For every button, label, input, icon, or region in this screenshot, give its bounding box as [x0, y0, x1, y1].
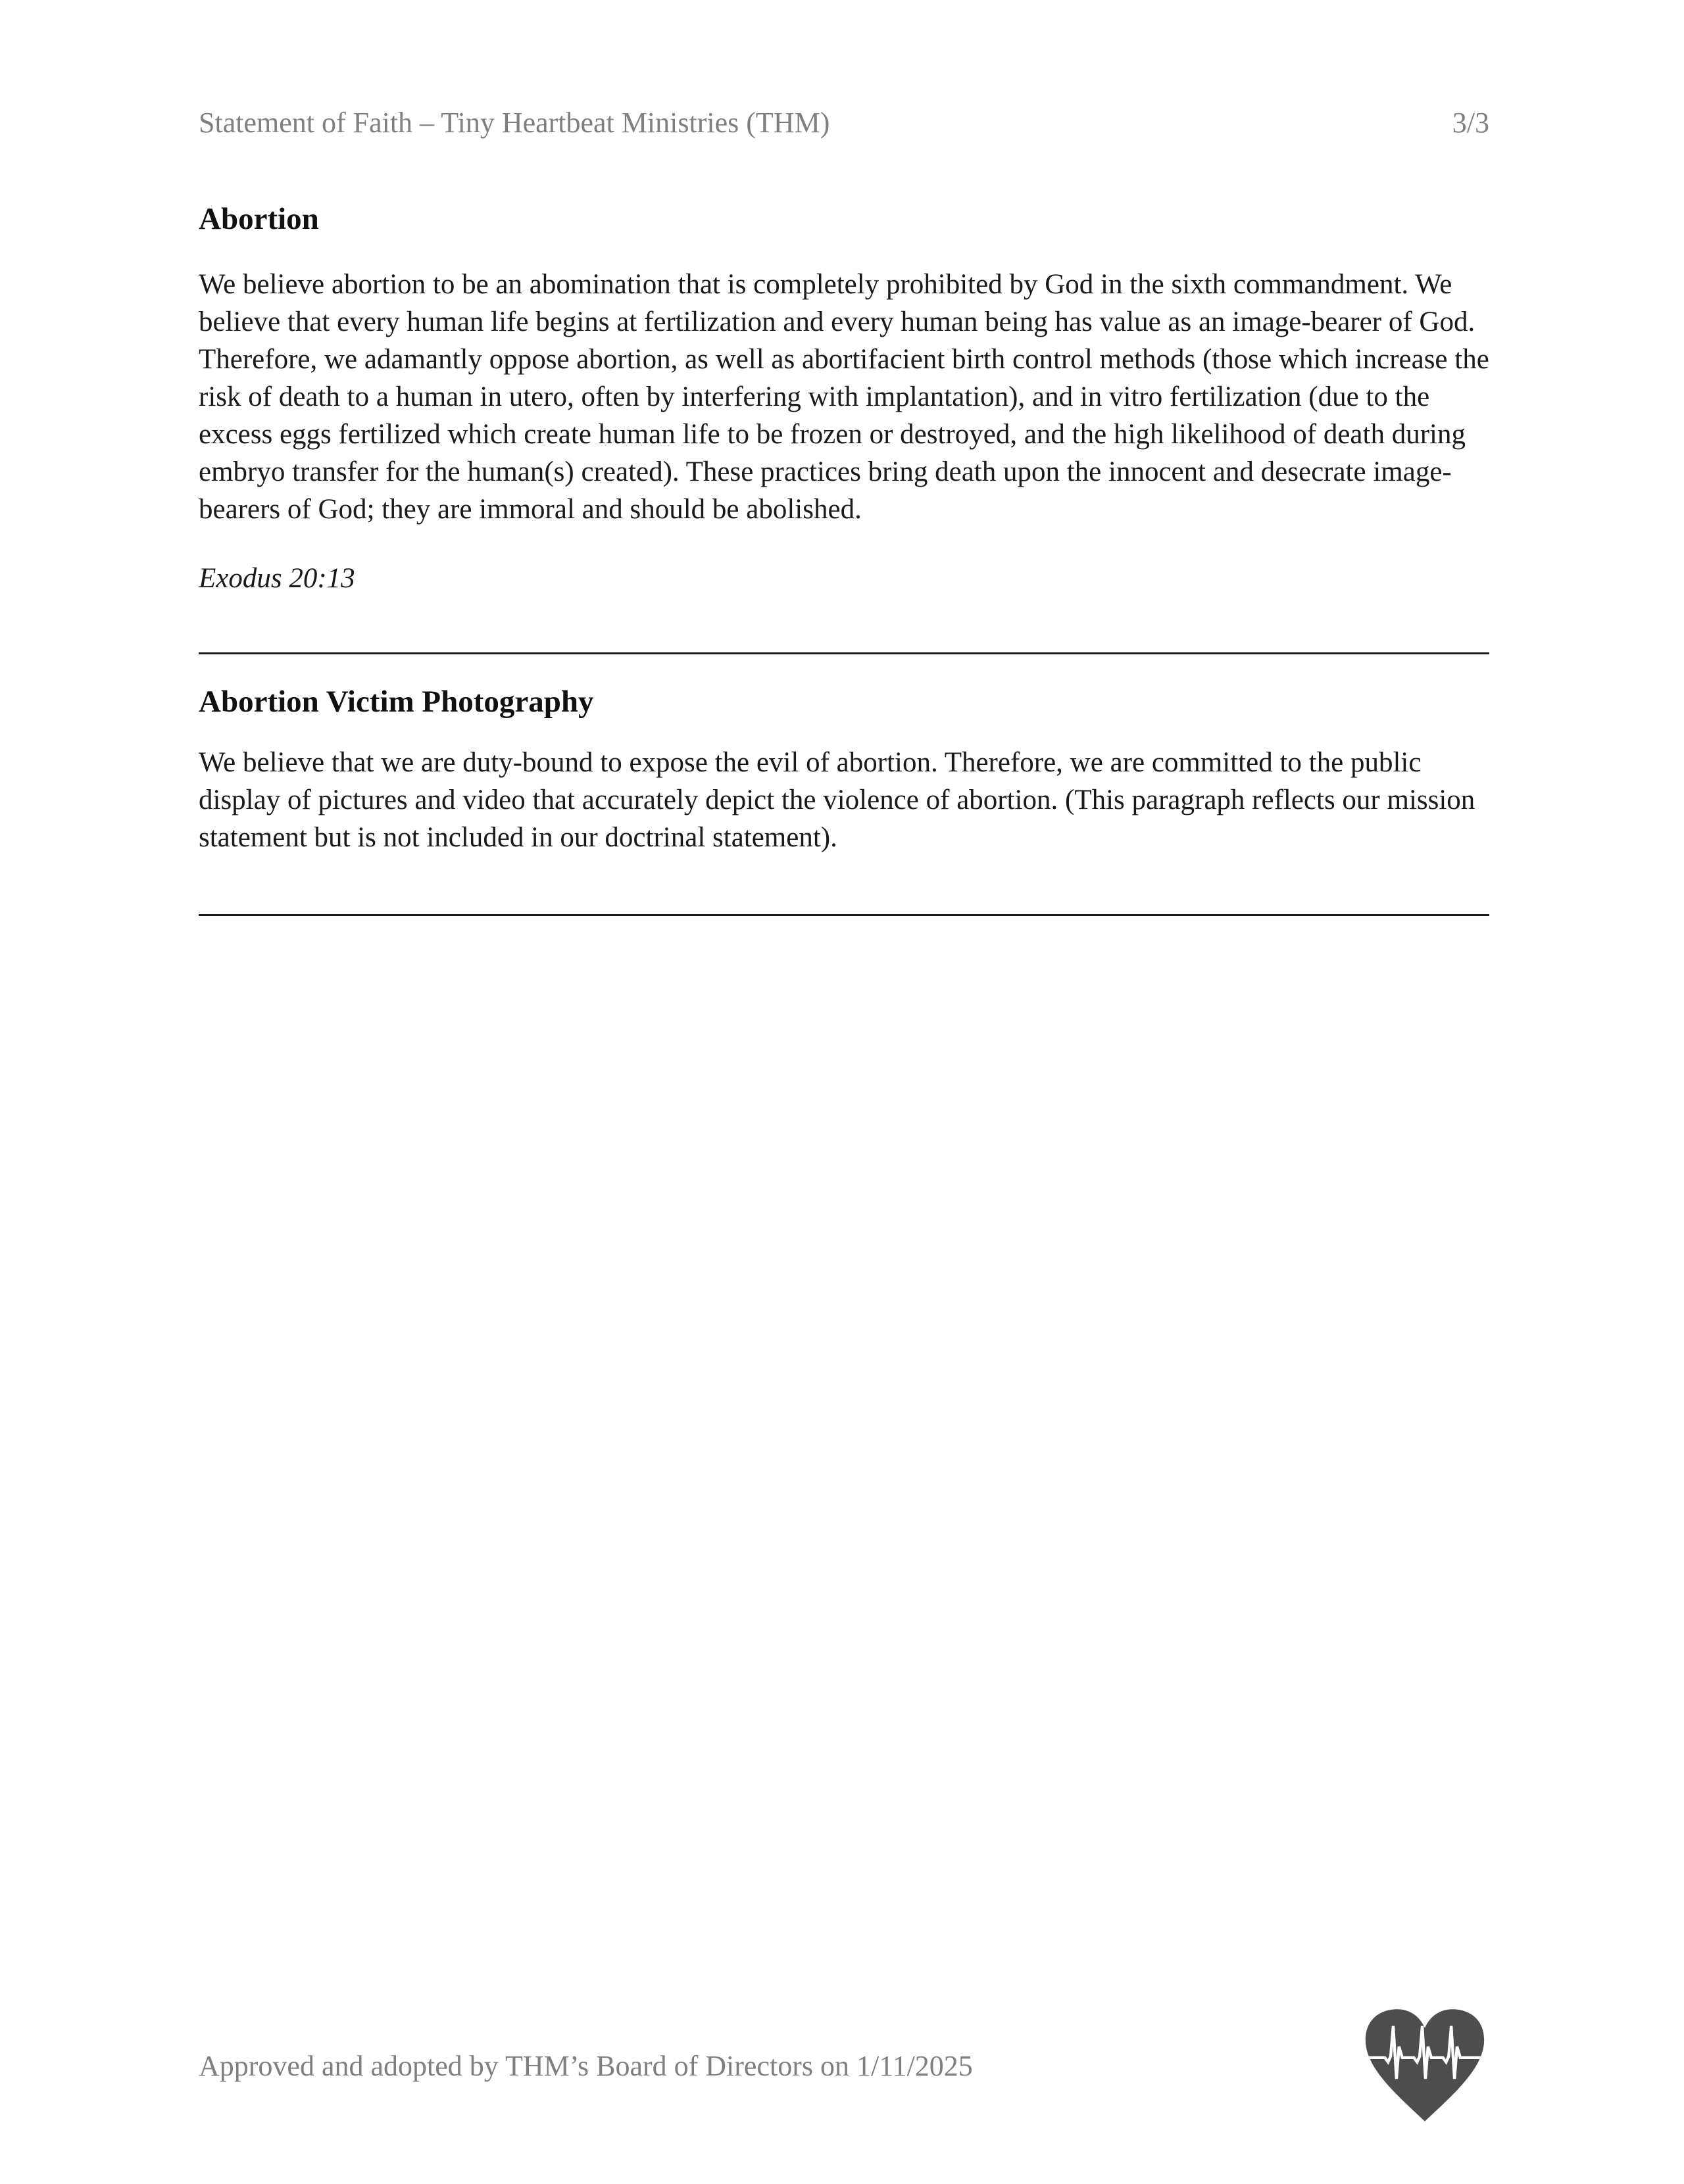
heartbeat-heart-icon — [1360, 2006, 1489, 2126]
section-heading-abortion: Abortion — [199, 202, 319, 237]
approval-note: Approved and adopted by THM’s Board of Directors on 1/11/2025 — [199, 2049, 973, 2082]
section-body-abortion-victim-photography: We believe that we are duty-bound to expose the evil of abortion. Therefore, we are committed to the public display of pictures and video that accurately depict the violence of abortion. (This paragraph reflects our mission statement but is not included in our doctrinal statement). — [199, 746, 1475, 853]
section-divider — [199, 652, 1489, 654]
page-number: 3/3 — [1452, 107, 1489, 139]
section-body-abortion: We believe abortion to be an abomination that is completely prohibited by God in the sixth commandment. We believe that every human life begins at fertilization and every human being has value as an image-bearer of God. Therefore, we adamantly oppose abortion, as well as abortifacient birth control methods (those which increase the risk of death to a human in utero, often by interfering with implantation), and in vitro fertilization (due to the excess eggs fertilized which create human life to be frozen or destroyed, and the high likelihood of death during embryo transfer for the human(s) created). These practices bring death upon the innocent and desecrate image-bearers of God; they are immoral and should be abolished. — [199, 268, 1489, 525]
document-title: Statement of Faith – Tiny Heartbeat Ministries (THM) — [199, 107, 830, 139]
document-footer — [199, 2006, 1489, 2126]
section-heading-abortion-victim-photography: Abortion Victim Photography — [199, 684, 594, 719]
document-header — [199, 107, 1489, 139]
section-divider — [199, 914, 1489, 916]
scripture-reference: Exodus 20:13 — [199, 562, 355, 594]
